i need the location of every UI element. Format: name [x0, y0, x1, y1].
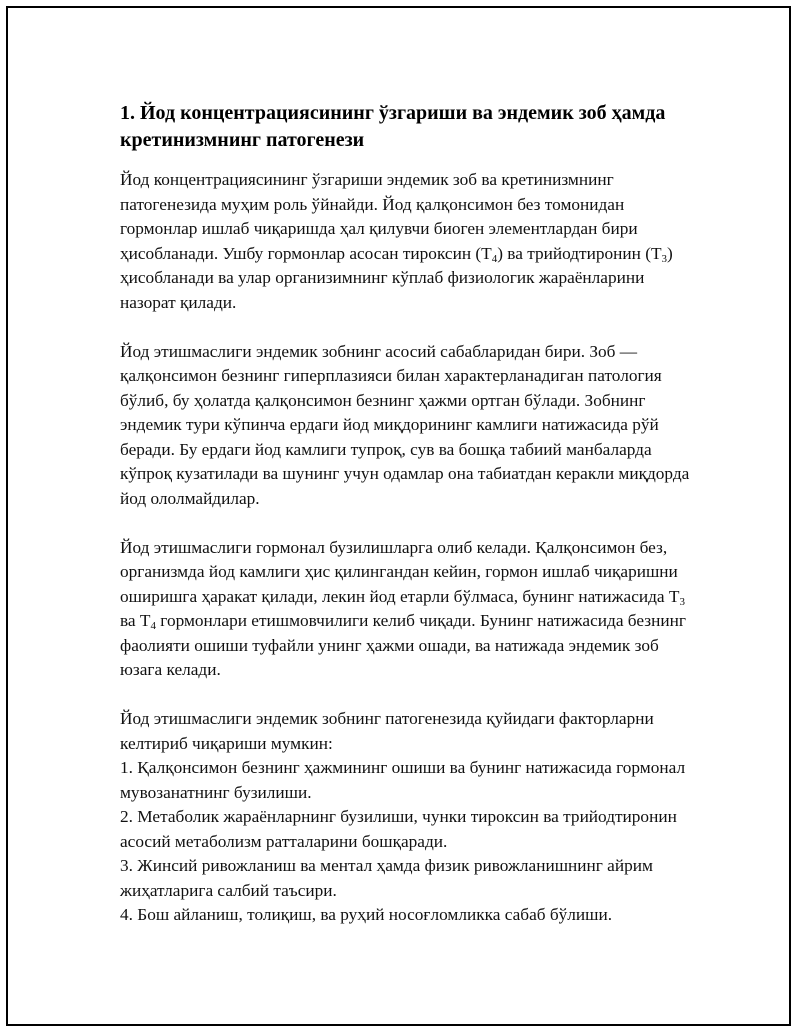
- subscript-t3: 3: [661, 252, 668, 265]
- paragraph-1: [120, 168, 690, 315]
- section-title: 1. Йод концентрациясининг ўзгариши ва эндемик зоб ҳамда кретинизмнинг патогенези: [120, 102, 666, 151]
- document-content: [120, 100, 690, 928]
- paragraph-3-text-c: гормонлари етишмовчилиги келиб чиқади. Бунинг натижасида безнинг фаолияти ошиши туфайли унинг ҳажми ошади, ва натижада эндемик зоб юзага келади.: [120, 611, 686, 679]
- subscript-t4: 4: [150, 620, 156, 632]
- list-item: 2. Метаболик жараёнларнинг бузилиши, чунки тироксин ва трийодтиронин асосий метаболизм ратталарини бошқаради.: [120, 807, 677, 851]
- paragraph-1-text-b: ) ва трийодтиронин (Т: [497, 243, 662, 263]
- subscript-t4: 4: [491, 252, 498, 265]
- list-item: 4. Бош айланиш, толиқиш, ва руҳий носоғломликка сабаб бўлиши.: [120, 905, 613, 924]
- subscript-t3: 3: [679, 595, 685, 608]
- list-item: 3. Жинсий ривожланиш ва ментал ҳамда физик ривожланишнинг айрим жиҳатларига салбий таъсири.: [120, 856, 653, 900]
- paragraph-1-text-c: ) ҳисобланади ва улар организимнинг кўплаб физиологик жараёнларини назорат қилади.: [120, 243, 673, 312]
- paragraph-2: Йод этишмаслиги эндемик зобнинг асосий сабабларидан бири. Зоб — қалқонсимон безнинг гиперплазияси билан характерланадиган патология бўлиб, бу ҳолатда қалқонсимон безнинг ҳажми ортган бўлади. Зобнинг эндемик тури кўпинча ердаги йод миқдорининг камлиги натижасида рўй беради. Бу ердаги йод камлиги тупроқ, сув ва бошқа табиий манбаларда кўпроқ кузатилади ва шунинг учун одамлар она табиатдан керакли миқдорда йод ололмайдилар.: [120, 341, 690, 508]
- paragraph-3-text-a: Йод этишмаслиги гормонал бузилишларга олиб келади. Қалқонсимон без, организмда йод камлиги ҳис қилингандан кейин, гормон ишлаб чиқаришни оширишга ҳаракат қилади, лекин йод етарли бўлмаса, бунинг натижасида Т: [120, 537, 680, 606]
- paragraph-3: [120, 536, 690, 683]
- list-item: 1. Қалқонсимон безнинг ҳажмининг ошиши ва бунинг натижасида гормонал мувозанатнинг бузилиши.: [120, 758, 686, 802]
- paragraph-3-text-b: ва Т: [120, 611, 151, 630]
- document-page: [6, 6, 791, 1026]
- paragraph-4: [120, 707, 690, 928]
- paragraph-1-text-a: Йод концентрациясининг ўзгариши эндемик зоб ва кретинизмнинг патогенезида муҳим роль ўйнайди. Йод қалқонсимон без томонидан гормонлар ишлаб чиқаришда ҳал қилувчи биоген элементлардан бири ҳисобланади. Ушбу гормонлар асосан тироксин (Т: [120, 170, 638, 263]
- list-intro: Йод этишмаслиги эндемик зобнинг патогенезида қуйидаги факторларни келтириб чиқариши мумкин:: [120, 709, 654, 753]
